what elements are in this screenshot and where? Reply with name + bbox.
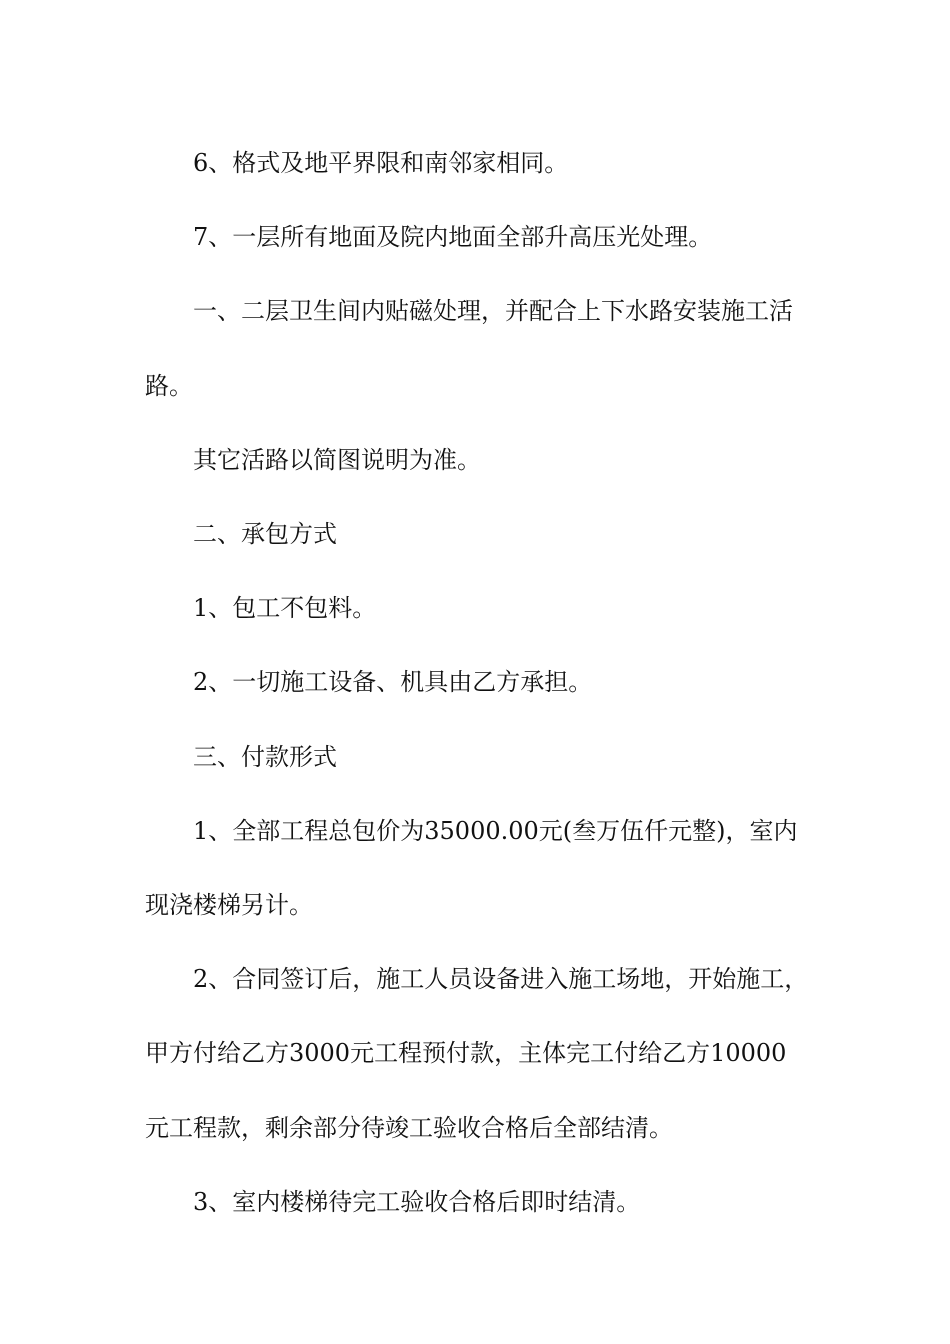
paragraph: 1、包工不包料。	[193, 594, 377, 623]
paragraph: 其它活路以简图说明为准。	[193, 445, 481, 474]
paragraph: 3、室内楼梯待完工验收合格后即时结清。	[193, 1187, 641, 1216]
document-body	[145, 126, 810, 1239]
paragraph: 2、一切施工设备、机具由乙方承担。	[193, 668, 593, 697]
section-heading: 三、付款形式	[193, 742, 337, 771]
paragraph: 1、全部工程总包价为35000.00元(叁万伍仟元整)，室内现浇楼梯另计。	[145, 816, 798, 920]
paragraph: 2、合同签订后，施工人员设备进入施工场地，开始施工，甲方付给乙方3000元工程预付款，主体完工付给乙方10000元工程款，剩余部分待竣工验收合格后全部结清。	[145, 965, 809, 1142]
paragraph: 7、一层所有地面及院内地面全部升高压光处理。	[193, 223, 713, 252]
paragraph: 一、二层卫生间内贴磁处理，并配合上下水路安装施工活路。	[145, 297, 793, 400]
paragraph: 6、格式及地平界限和南邻家相同。	[193, 149, 569, 177]
section-heading: 二、承包方式	[193, 520, 337, 549]
